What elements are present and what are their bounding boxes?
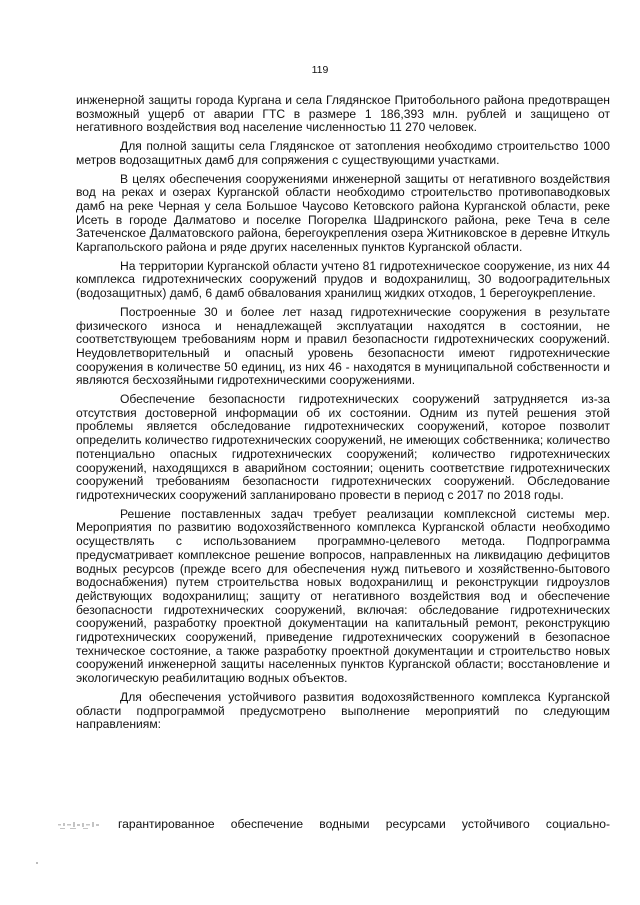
paragraph-development-directions: Для обеспечения устойчивого развития водохозяйственного комплекса Курганской области подпрограммой предусмотрено выполнение мероприятий по следующим направлениям: (76, 689, 610, 732)
document-body (76, 94, 610, 732)
scan-speck (36, 862, 38, 864)
paragraph-flood-dams-construction: В целях обеспечения сооружениями инженерной защиты от негативного воздействия вод на реках и озерах Курганской области необходимо строительство противопаводковых дамб на реке Черная у села Большое Чаусово Кетовского района Курганской области, реке Исеть в городе Далматово и поселке Погорелка Шадринского района, реке Теча в селе Затеченское Далматовского района, берегоукрепления озера Житниковское в деревне Иткуль Каргапольского района и ряде других населенных пунктов Курганской области. (76, 171, 610, 255)
bullet-text: гарантированное обеспечение водными ресурсами устойчивого социально- (118, 817, 610, 831)
paragraph-flood-protection-kurgan: инженерной защиты города Кургана и села Глядянское Притобольного района предотвращен возможный ущерб от аварии ГТС в размере 1 186,393 млн. рублей и защищено от негативного воздействия вод население численностью 11 270 человек. (76, 93, 610, 135)
paragraph-hydro-structures-count: На территории Курганской области учтено 81 гидротехническое сооружение, из них 44 комплекса гидротехнических сооружений прудов и водохранилищ, 30 водооградительных (водозащитных) дамб, 6 дамб обвалования хранилищ жидких отходов, 1 берегоукрепление. (76, 258, 610, 301)
paragraph-subprogram-measures: Решение поставленных задач требует реализации комплексной системы мер. Мероприятия по развитию водохозяйственного комплекса Курганской области необходимо осуществлять с использованием программно-целевого метода. Подпрограмма предусматривает комплексное решение вопросов, направленных на ликвидацию дефицитов водных ресурсов (прежде всего для обеспечения нужд питьевого и хозяйственно-бытового водоснабжения) путем строительства новых водохранилищ и реконструкции гидроузлов действующих водохранилищ; защиту от негативного воздействия вод и обеспечение безопасности гидротехнических сооружений, включая: обследование гидротехнических сооружений, разработку проектной документации на капитальный ремонт, реконструкцию гидротехнических сооружений, приведение гидротехнических сооружений в безопасное техническое состояние, а также разработку проектной документации и строительство новых сооружений инженерной защиты населенных пунктов Курганской области; восстановление и экологическую реабилитацию водных объектов. (76, 506, 610, 686)
scan-artifact-icon (56, 818, 104, 834)
paragraph-glyadyanskoe-dams: Для полной защиты села Глядянское от затопления необходимо строительство 1000 метров водозащитных дамб для сопряжения с существующими участками. (76, 139, 610, 167)
paragraph-safety-survey: Обеспечение безопасности гидротехнических сооружений затрудняется из-за отсутствия достоверной информации об их состоянии. Одним из путей решения этой проблемы является обследование гидротехнических сооружений, которое позволит определить количество гидротехнических сооружений, не имеющих собственника; количество потенциально опасных гидротехнических сооружений; количество гидротехнических сооружений, находящихся в аварийном состоянии; оценить соответствие гидротехнических сооружений требованиям безопасности гидротехнических сооружений. Обследование гидротехнических сооружений запланировано провести в период с 2017 по 2018 годы. (76, 392, 610, 502)
page-number: 119 (311, 64, 329, 76)
paragraph-structures-condition: Построенные 30 и более лет назад гидротехнические сооружения в результате физического износа и ненадлежащей эксплуатации находятся в состоянии, не соответствующем требованиям норм и правил безопасности гидротехнических сооружений. Неудовлетворительный и опасный уровень безопасности имеют гидротехнические сооружения в количестве 50 единиц, из них 46 - находятся в муниципальной собственности и являются бесхозяйными гидротехническими сооружениями. (76, 304, 610, 388)
bullet-item (56, 818, 610, 834)
